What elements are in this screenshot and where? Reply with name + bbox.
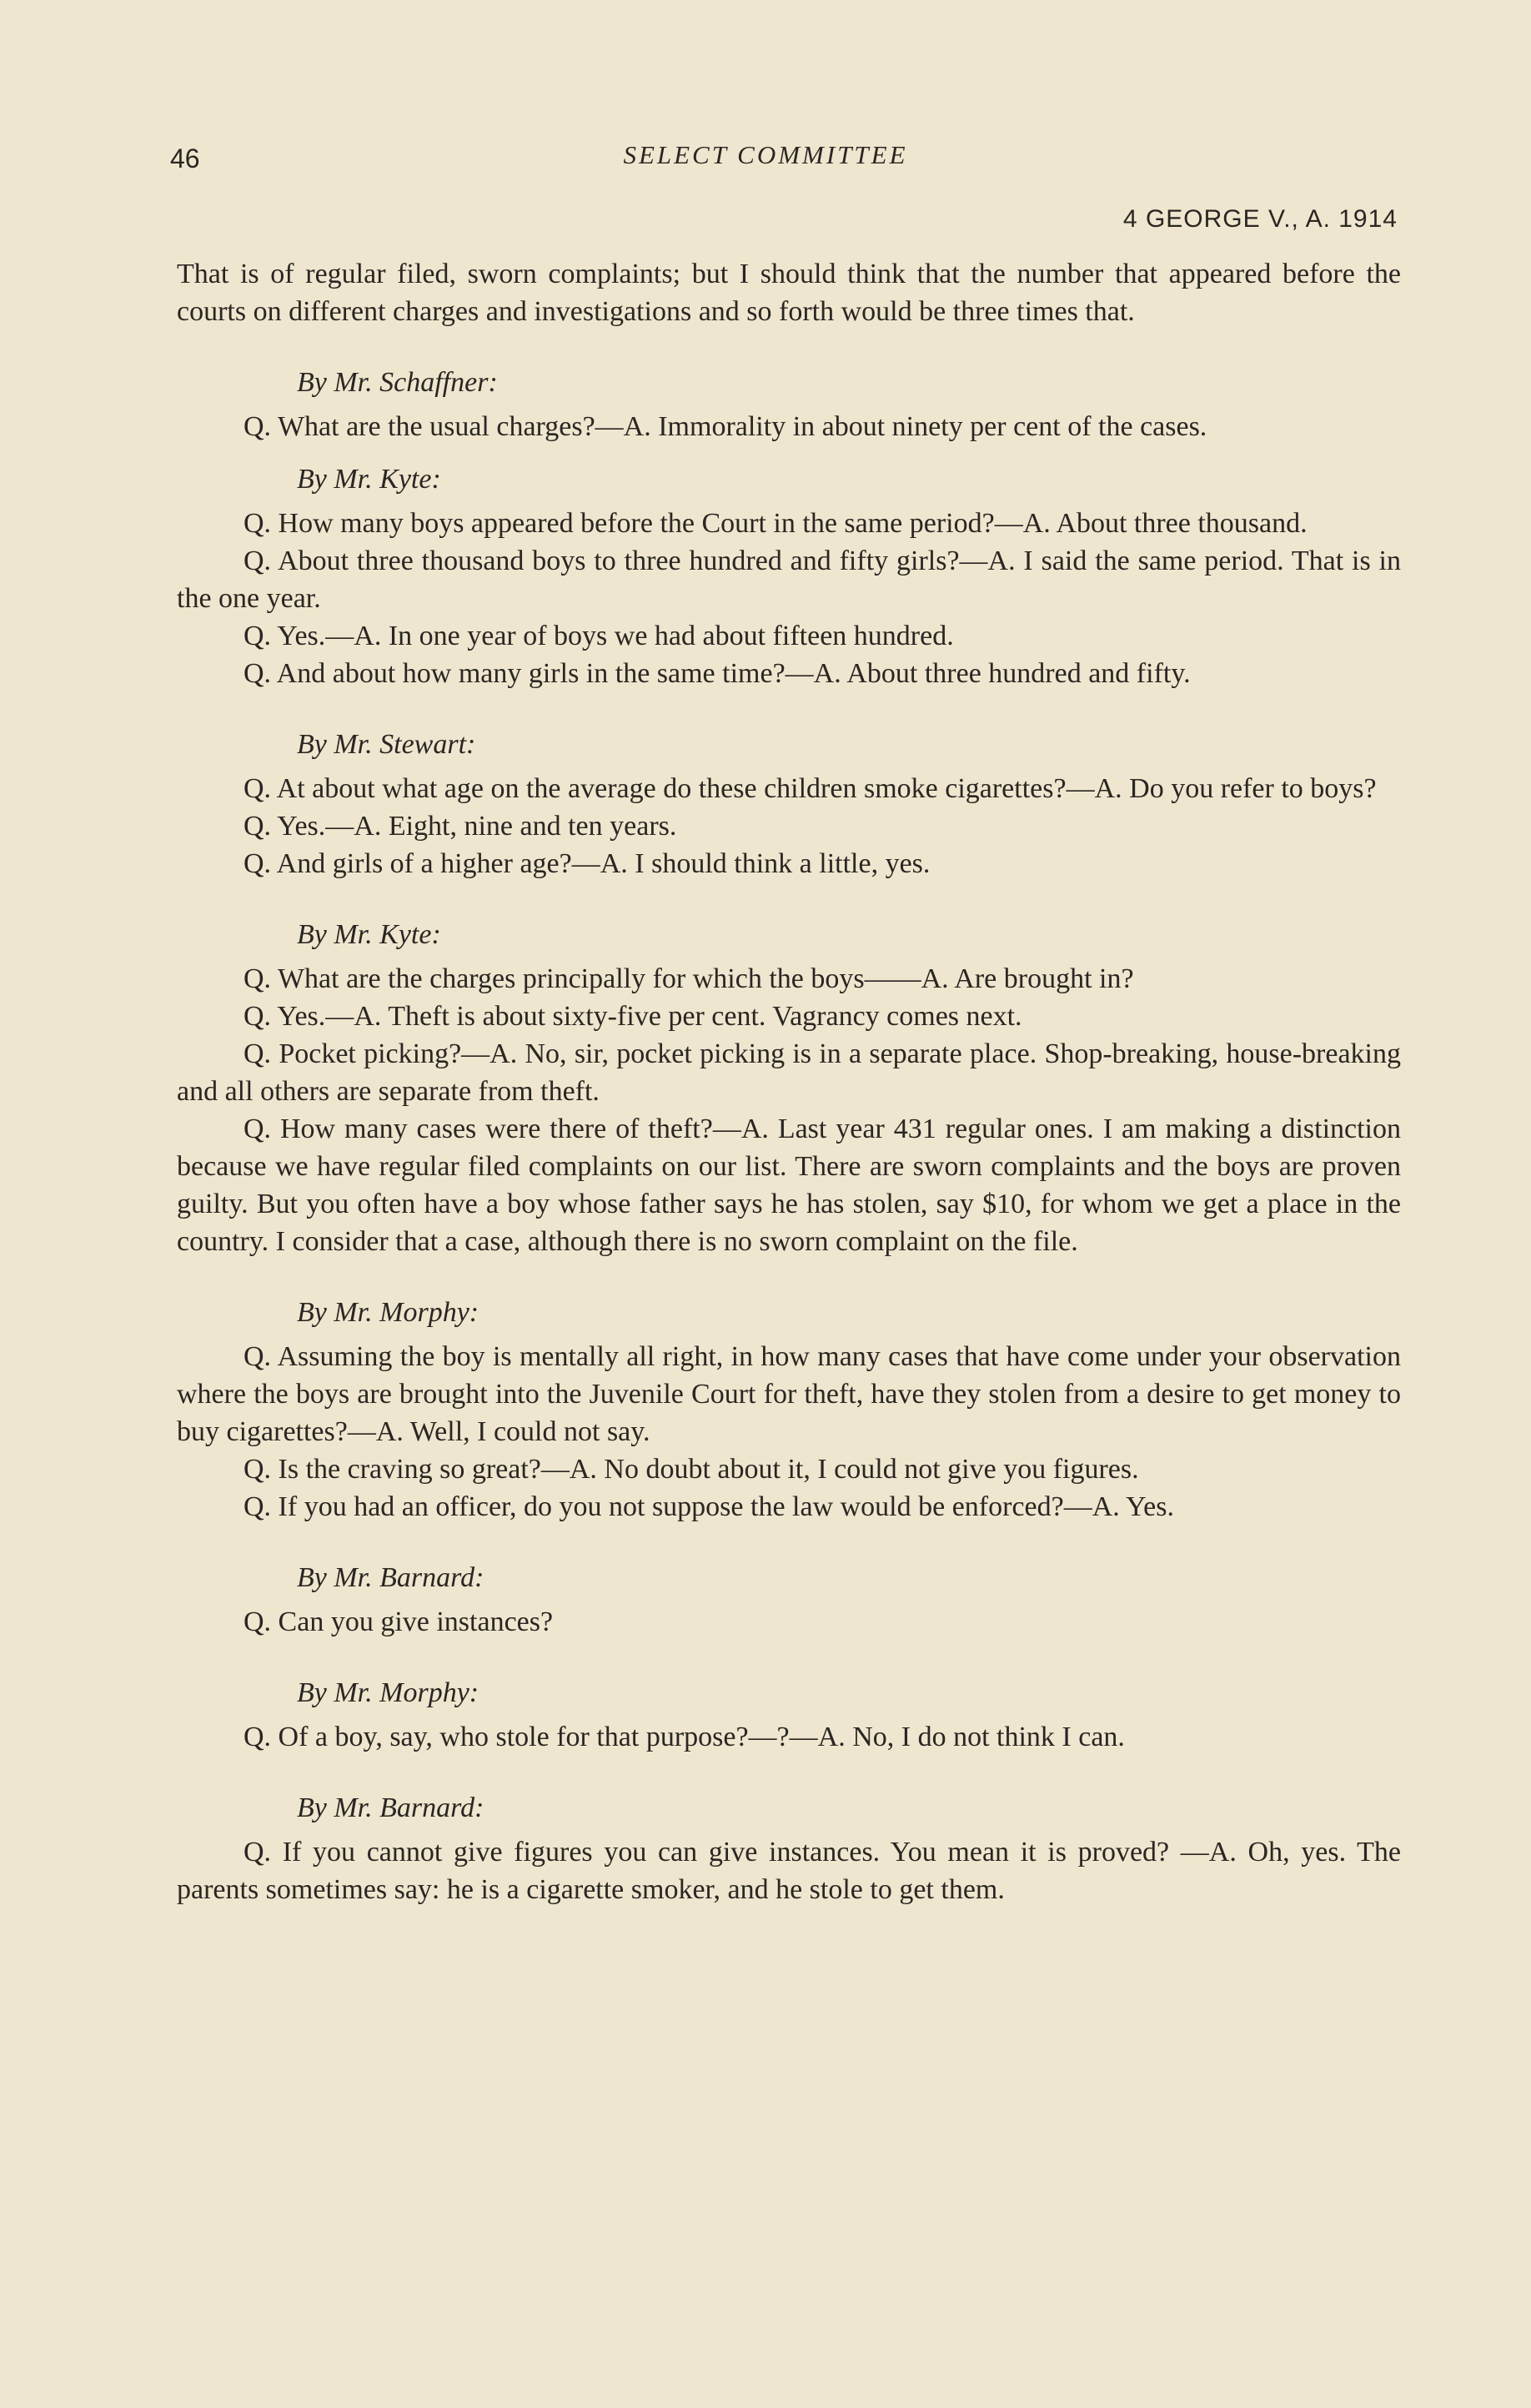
qa-paragraph: Q. At about what age on the average do these children smoke cigarettes?—A. Do you refer to boys? — [243, 773, 1377, 804]
session-reference: 4 GEORGE V., A. 1914 — [1122, 205, 1398, 233]
qa-paragraph: Q. How many boys appeared before the Court in the same period?—A. About three thousand. — [243, 508, 1308, 539]
qa-paragraph: Q. About three thousand boys to three hundred and fifty girls?—A. I said the same period. That is in the one year. — [177, 545, 1401, 614]
speaker-heading: By Mr. Morphy: — [297, 1297, 479, 1328]
qa-paragraph: Q. If you cannot give figures you can give instances. You mean it is proved? —A. Oh, yes. The parents sometimes say: he is a cigarette smoker, and he stole to get them. — [177, 1837, 1401, 1905]
speaker-heading: By Mr. Morphy: — [297, 1677, 479, 1708]
qa-paragraph: Q. Yes.—A. Theft is about sixty-five per cent. Vagrancy comes next. — [243, 1001, 1022, 1032]
qa-paragraph: Q. What are the usual charges?—A. Immorality in about ninety per cent of the cases. — [243, 411, 1207, 442]
qa-paragraph: Q. And girls of a higher age?—A. I should think a little, yes. — [243, 848, 931, 879]
page-number: 46 — [170, 143, 200, 173]
speaker-heading: By Mr. Barnard: — [297, 1562, 484, 1593]
qa-paragraph: Q. How many cases were there of theft?—A. Last year 431 regular ones. I am making a distinction because we have regular filed complaints on our list. There are sworn complaints and the boys are proven guilty. But you often have a boy whose father says he has stolen, say $10, for whom we get a place in the country. I consider that a case, although there is no sworn complaint on the file. — [177, 1114, 1401, 1257]
qa-paragraph: Q. Pocket picking?—A. No, sir, pocket picking is in a separate place. Shop-breaking, house-breaking and all others are separate from theft. — [177, 1038, 1401, 1107]
qa-paragraph: Q. Yes.—A. In one year of boys we had about fifteen hundred. — [243, 621, 954, 651]
speaker-heading: By Mr. Schaffner: — [297, 367, 498, 398]
document-body — [177, 255, 1401, 1908]
qa-paragraph: Q. Yes.—A. Eight, nine and ten years. — [243, 811, 677, 842]
qa-paragraph: Q. Assuming the boy is mentally all right, in how many cases that have come under your observation where the boys are brought into the Juvenile Court for theft, have they stolen from a desire to get money to buy cigarettes?—A. Well, I could not say. — [177, 1341, 1401, 1447]
speaker-heading: By Mr. Kyte: — [297, 464, 441, 495]
qa-paragraph: Q. Can you give instances? — [243, 1606, 554, 1637]
qa-paragraph: Q. Of a boy, say, who stole for that purpose?—?—A. No, I do not think I can. — [243, 1722, 1125, 1752]
qa-paragraph: Q. What are the charges principally for which the boys——A. Are brought in? — [243, 963, 1134, 994]
running-title: SELECT COMMITTEE — [623, 140, 908, 169]
paragraph: That is of regular filed, sworn complaints; but I should think that the number that appeared before the courts on different charges and investigations and so forth would be three times that. — [177, 259, 1401, 327]
qa-paragraph: Q. If you had an officer, do you not suppose the law would be enforced?—A. Yes. — [243, 1491, 1174, 1522]
speaker-heading: By Mr. Barnard: — [297, 1792, 484, 1823]
qa-paragraph: Q. And about how many girls in the same time?—A. About three hundred and fifty. — [243, 658, 1191, 689]
speaker-heading: By Mr. Stewart: — [297, 729, 476, 760]
qa-paragraph: Q. Is the craving so great?—A. No doubt about it, I could not give you figures. — [243, 1454, 1139, 1485]
speaker-heading: By Mr. Kyte: — [297, 919, 441, 950]
